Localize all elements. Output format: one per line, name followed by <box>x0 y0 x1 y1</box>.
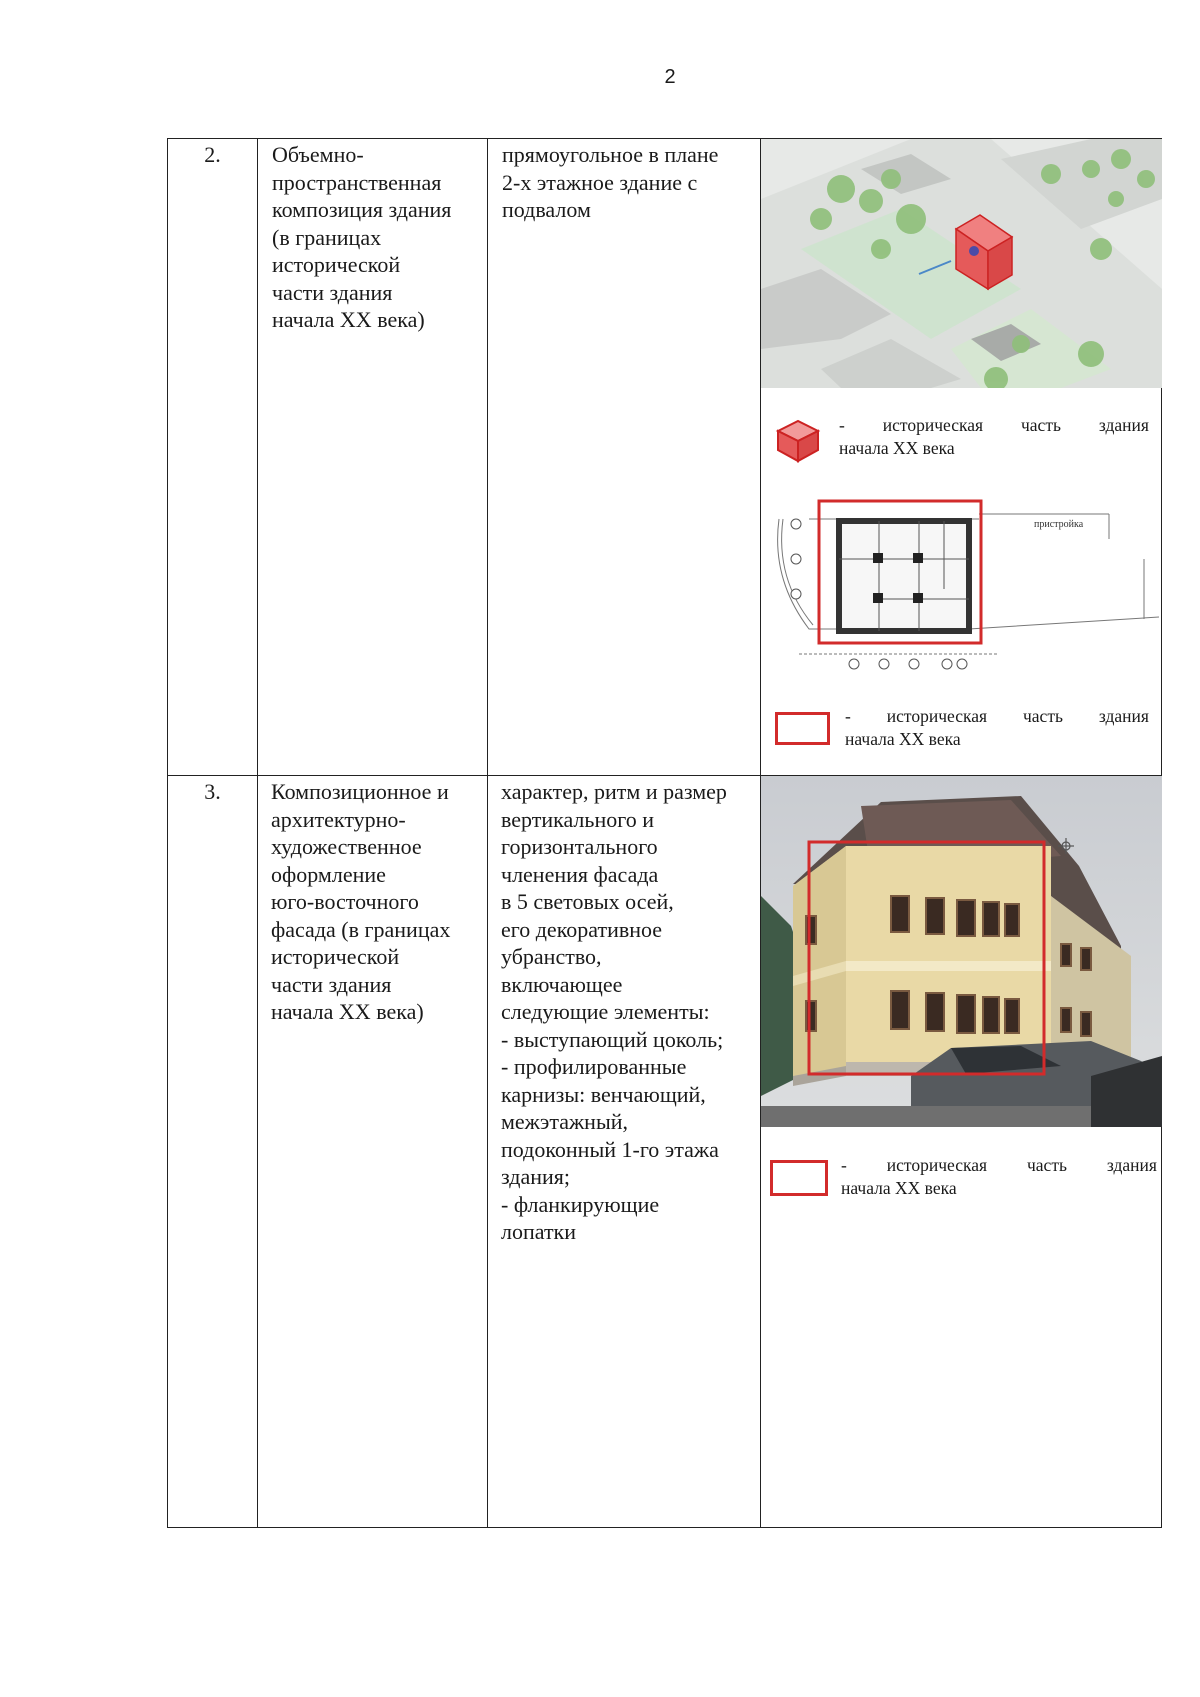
row-description: характер, ритм и размер вертикального и горизонтального членения фасада в 5 световых осей, его декоративное убранство, включающее следующие элементы: - выступающий цоколь; - профилированные карнизы: венчающий, межэтажный, подоконный 1-го этажа здания; - фланкирующие лопатки <box>488 776 761 1528</box>
row-number: 2. <box>168 139 258 776</box>
row-description: прямоугольное в плане 2-х этажное здание с подвалом <box>488 139 761 776</box>
page-number: 2 <box>664 66 676 88</box>
annex-label: пристройка <box>1034 519 1084 530</box>
legend-frame: - историческая часть здания начала XX века <box>845 706 1149 749</box>
table-row <box>168 776 1162 1528</box>
illustration-cell <box>761 139 1162 776</box>
illustration-cell <box>761 776 1162 1528</box>
row-title: Объемно- пространственная композиция здания (в границах исторической части здания начала XX века) <box>258 139 488 776</box>
floor-plan-image <box>769 499 1159 674</box>
red-frame-icon <box>775 712 830 745</box>
legend-cube: - историческая часть здания начала XX века <box>839 415 1149 458</box>
site-3d-image <box>761 139 1162 388</box>
row-title: Композиционное и архитектурно- художественное оформление юго-восточного фасада (в границах исторической части здания начала XX века) <box>258 776 488 1528</box>
row-number: 3. <box>168 776 258 1528</box>
red-cube-icon <box>775 419 821 463</box>
facade-photo <box>761 776 1162 1127</box>
requirements-table <box>167 138 1162 1528</box>
red-frame-icon <box>770 1160 828 1196</box>
legend-frame: - историческая часть здания начала XX века <box>841 1155 1157 1198</box>
table-row <box>168 139 1162 776</box>
